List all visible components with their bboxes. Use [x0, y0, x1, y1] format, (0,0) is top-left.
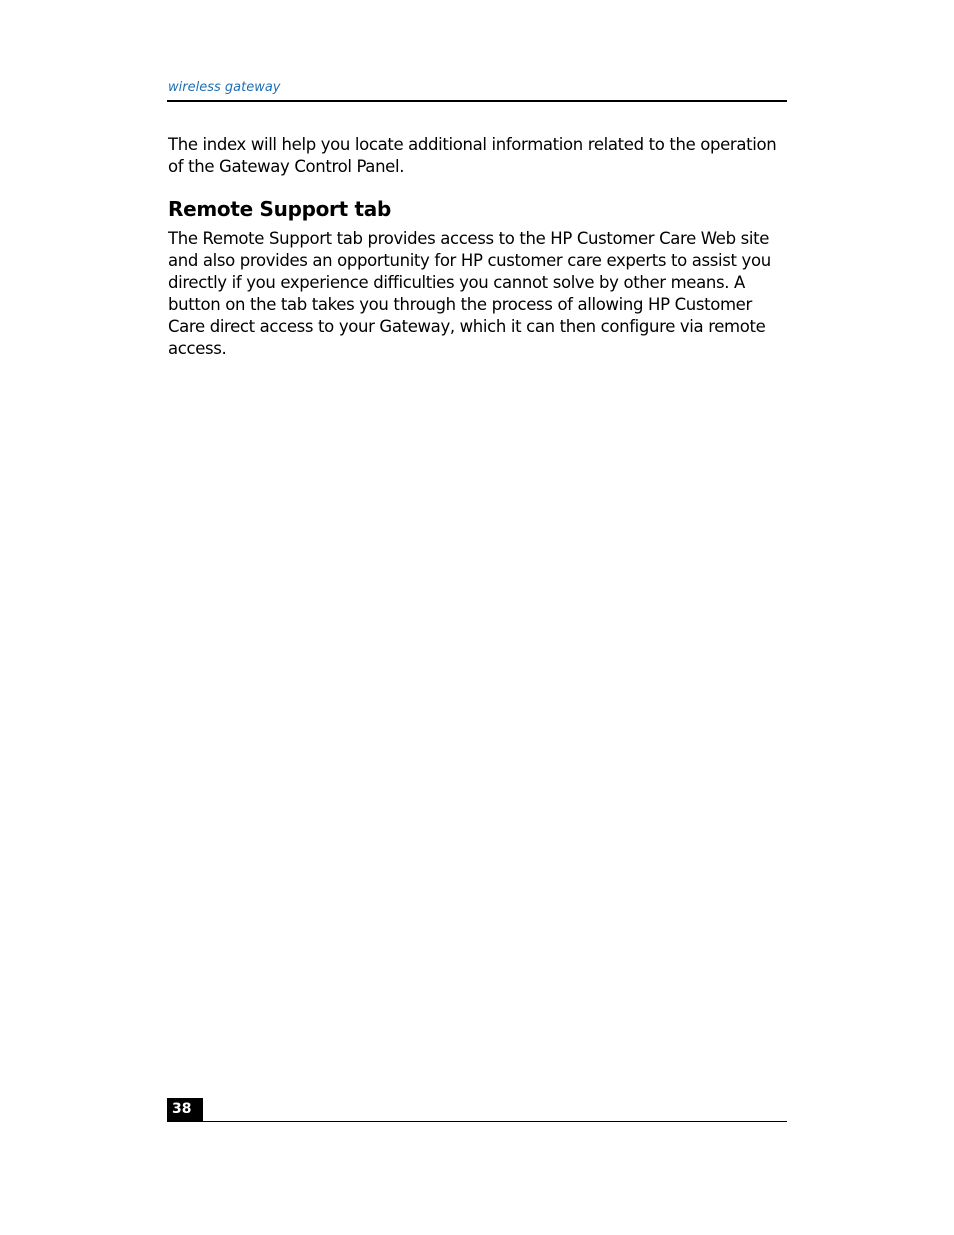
page-content	[168, 134, 788, 360]
section-paragraph: The Remote Support tab provides access to the HP Customer Care Web site and also provides an opportunity for HP customer care experts to assist you directly if you experience difficulties you cannot solve by other means. A button on the tab takes you through the process of allowing HP Customer Care direct access to your Gateway, which it can then configure via remote access.	[168, 229, 771, 358]
section-heading: Remote Support tab	[168, 197, 392, 221]
footer-divider	[167, 1121, 787, 1122]
running-header: wireless gateway	[168, 80, 281, 95]
page-number: 38	[167, 1098, 203, 1122]
header-divider	[167, 100, 787, 102]
intro-paragraph: The index will help you locate additional information related to the operation of the Gateway Control Panel.	[168, 135, 777, 176]
